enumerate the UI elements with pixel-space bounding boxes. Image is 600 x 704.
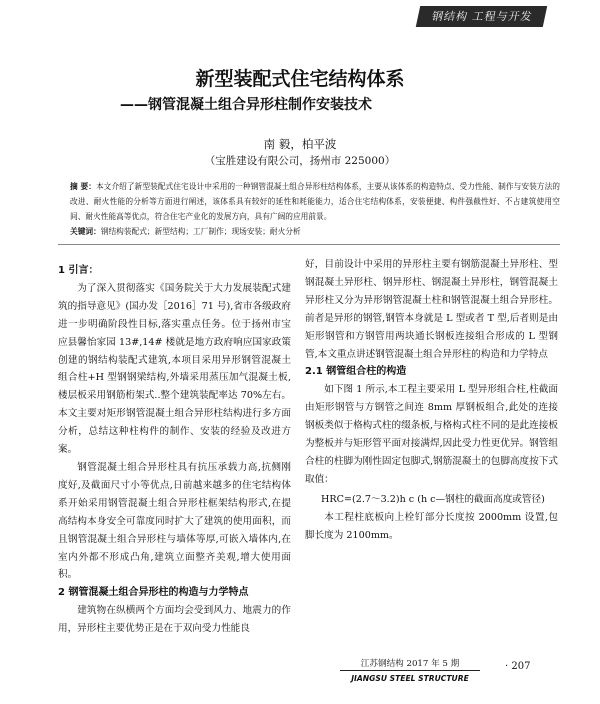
paragraph-advantages: 钢管混凝土组合异形柱具有抗压承载力高,抗侧刚度好,及截面尺寸小等优点,日前越来越多的住宅结构体系开始采用钢管混凝土组合异形柱框架结构形式,在提高结构本身安全可靠度同时扩大了建筑的使用面积，而且钢管混凝土组合异形柱与墙体等厚,可嵌入墙体内,在室内外都不形成凸角,建筑立面整齐美观,增大使用面积。 [58,461,291,581]
page-subtitle: ——钢管混凝土组合异形柱制作安装技术 [120,97,372,113]
section-heading-construction: 2.1 钢管组合柱的构造 [305,366,407,378]
footer-journal-en: JIANGSU STEEL STRUCTURE [351,674,469,683]
section-heading-structure: 2 钢管混凝土组合异形柱的构造与力学特点 [58,587,249,599]
keywords-label: 关键词： [70,227,101,236]
abstract [70,179,560,224]
paragraph-column-types: 好，目前设计中采用的异形柱主要有钢筋混凝土异形柱、型钢混凝土异形柱、钢异形柱、钢混凝土异形柱，钢管混凝土异形柱又分为异形钢管混凝土柱和钢管混凝土组合异形柱。前者是异形的钢管,钢管本身就是 L 型或者 T 型,后者则是由矩形钢管和方钢管用两块通长钢板连接组合形成的 L 型钢管,本文重点讲述钢管混凝土组合异形柱的构造和力学特点 [305,259,558,360]
section-divider [58,244,560,245]
keywords-text: 钢结构装配式；新型结构；工厂制作；现场安装；耐火分析 [100,227,301,236]
paragraph-construction: 如下图 1 所示,本工程主要采用 L 型异形组合柱,柱截面由矩形钢管与方钢管之间连 8mm 厚钢板组合,此处的连接钢板类似于格构式柱的缀条板,与格构式柱不同的是此连接板为整板并与矩形管平面对接满焊,因此受力性更优异。钢管组合柱的柱脚为刚性固定包脚式,钢筋混凝土的包脚高度按下式取值： [305,384,558,485]
keywords [70,224,560,239]
page-title: 新型装配式住宅结构体系 [195,68,405,90]
paragraph-base-length: 本工程柱底板向上栓钉部分长度按 2000mm 设置,包脚长度为 2100mm。 [305,511,558,541]
abstract-label: 摘 要： [70,182,96,191]
formula-hrc: HRC=(2.7～3.2)h c (h c—钢柱的截面高度或管径) [321,493,545,505]
header-section-tag: 钢结构 工程与开发 [415,6,546,27]
right-column [305,256,558,545]
abstract-text: 本文介绍了新型装配式住宅设计中采用的一种钢管混凝土组合异形柱结构体系，主要从该体系的构造特点、受力性能、制作与安装方法的改进、耐火性能的分析等方面进行阐述，该体系具有较好的延性和耗能能力，适合住宅结构体系，安装便捷、构件强截性好、不占建筑使用空间、耐火性能高等优点，符合住宅产业化的发展方向，具有广阔的应用前景。 [70,182,560,221]
paragraph-intro: 为了深入贯彻落实《国务院关于大力发展装配式建筑的指导意见》(国办发［2016］71 号),省市各级政府进一步明确阶段性目标,落实重点任务。位于扬州市宝应县馨怡家园 13#,14# 楼就是地方政府响应国家政策创建的钢结构装配式建筑,本项目采用异形钢管混凝土组合柱+H 型钢钢梁结构,外墙采用蒸压加气混凝土板,楼层板采用钢筋桁架式..整个建筑装配率达 70%左右。本文主要对矩形钢管混凝土组合异形柱结构进行多方面分析，总结这种柱构件的制作、安装的经验及改进方案。 [58,282,291,456]
affiliation: （宝胜建设有限公司，扬州市 225000） [204,155,396,167]
footer-journal-cn: 江苏钢结构 2017 年 5 期 [340,657,480,671]
left-column [58,262,291,638]
authors: 南 毅，柏平波 [263,137,337,151]
page-number: · 207 [505,661,531,672]
section-heading-intro: 1 引言： [58,265,99,276]
paragraph-structure-start: 建筑物在纵横两个方面均会受到风力、地震力的作用，异形柱主要优势正是在于双向受力性能良 [58,605,291,635]
